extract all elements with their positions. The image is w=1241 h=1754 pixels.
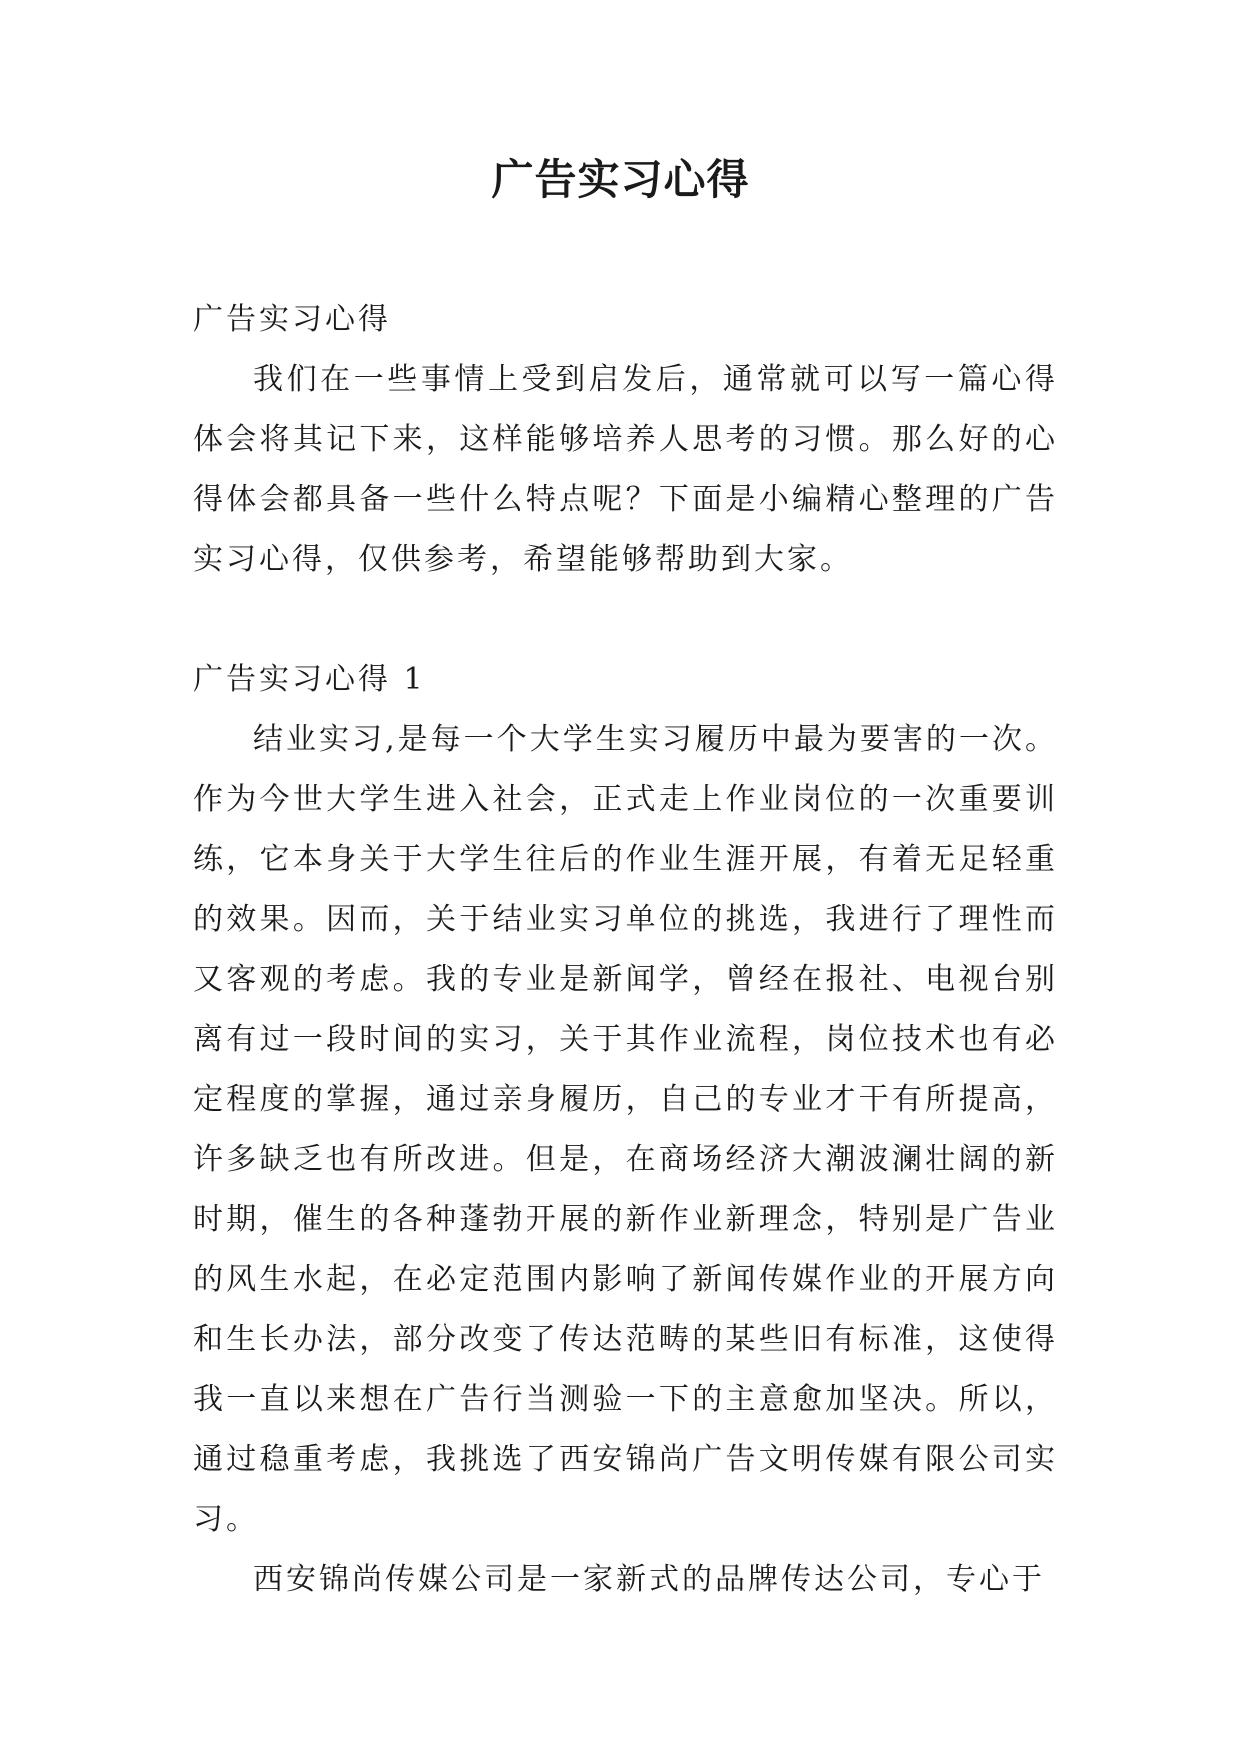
intro-heading: 广告实习心得 <box>193 302 391 337</box>
document-body <box>193 290 1058 1610</box>
document-title: 广告实习心得 <box>491 155 750 204</box>
section-spacer <box>193 590 1058 650</box>
section-1-paragraph-2: 西安锦尚传媒公司是一家新式的品牌传达公司，专心于 <box>253 1562 1045 1597</box>
intro-paragraph: 我们在一些事情上受到启发后，通常就可以写一篇心得体会将其记下来，这样能够培养人思考的习惯。那么好的心得体会都具备一些什么特点呢？下面是小编精心整理的广告实习心得，仅供参考，希望能够帮助到大家。 <box>193 362 1058 577</box>
section-1-paragraph-1: 结业实习,是每一个大学生实习履历中最为要害的一次。作为今世大学生进入社会，正式走上作业岗位的一次重要训练，它本身关于大学生往后的作业生涯开展，有着无足轻重的效果。因而，关于结业实习单位的挑选，我进行了理性而又客观的考虑。我的专业是新闻学，曾经在报社、电视台别离有过一段时间的实习，关于其作业流程，岗位技术也有必定程度的掌握，通过亲身履历，自己的专业才干有所提高，许多缺乏也有所改进。但是，在商场经济大潮波澜壮阔的新时期，催生的各种蓬勃开展的新作业新理念，特别是广告业的风生水起，在必定范围内影响了新闻传媒作业的开展方向和生长办法，部分改变了传达范畴的某些旧有标准，这使得我一直以来想在广告行当测验一下的主意愈加坚决。所以，通过稳重考虑，我挑选了西安锦尚广告文明传媒有限公司实习。 <box>193 722 1058 1537</box>
section-1-heading: 广告实习心得 1 <box>193 662 426 697</box>
